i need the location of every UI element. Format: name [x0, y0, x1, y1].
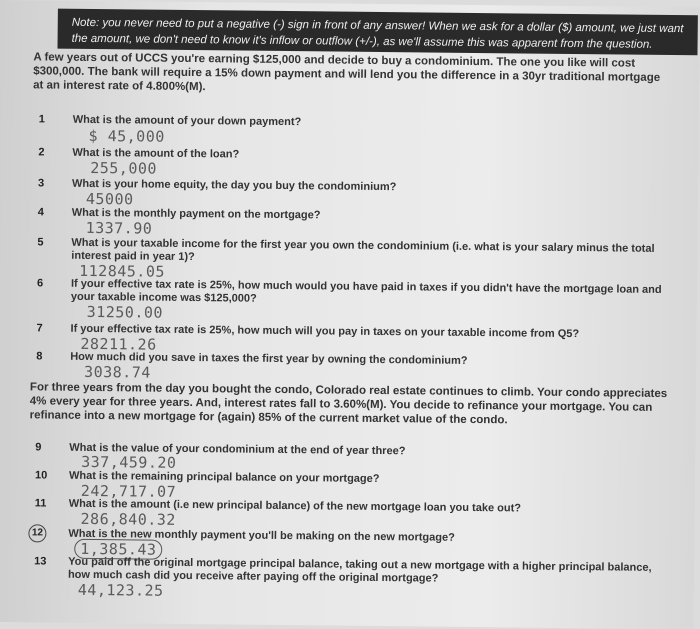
- question-number: 6: [36, 277, 44, 290]
- question-8: [36, 350, 676, 367]
- answer-11: 286,840.32: [80, 509, 176, 529]
- question-number: 10: [34, 469, 48, 482]
- question-number: 5: [37, 236, 44, 249]
- question-number: 3: [38, 177, 45, 190]
- question-text: What is the amount of your down payment?: [72, 113, 302, 129]
- question-4: [37, 206, 678, 222]
- question-text: What is your taxable income for the first year you own the condominium (i.e. what is your salary minus the total interest paid in year 1)?: [71, 236, 655, 264]
- question-text: What is the value of your condominium at the end of year three?: [69, 441, 406, 458]
- question-5: [37, 236, 678, 264]
- question-6: [36, 277, 677, 305]
- question-number: 1: [38, 113, 45, 126]
- answer-3: 45000: [85, 189, 134, 209]
- question-number: 9: [35, 441, 42, 454]
- question-text: If your effective tax rate is 25%, how much will you pay in taxes on your taxable income from Q5?: [70, 322, 580, 341]
- question-text: What is your home equity, the day you buy the condominium?: [72, 177, 397, 194]
- answer-5: 112845.05: [79, 261, 166, 281]
- answer-13: 44,123.25: [77, 580, 164, 600]
- question-text: What is the remaining principal balance on your mortgage?: [68, 469, 380, 486]
- answer-6: 31250.00: [86, 302, 164, 322]
- note-box: Note: you never need to put a negative (-) sign in front of any answer! When we ask for a dollar ($) amount, we just want the amount, we don't need to know it's inflow or outflow (+/-), as we'll assume this was apparent from the question.: [57, 9, 697, 56]
- question-3: [38, 177, 678, 194]
- scenario-paragraph: For three years from the day you bought the condo, Colorado real estate continues to climb. Your condo appreciates 4% every year for three years. And, interest rates fall to 3.60%(M). You decide to refinance your mortgage. You can refinance into a new mortgage for (again) 85% of the current market value of the condo.: [29, 381, 668, 427]
- question-number: 13: [34, 555, 47, 568]
- question-text: You paid off the original mortgage principal balance, taking out a new mortgage with a higher principal balance, how much cash did you receive after paying off the original mortgage?: [67, 555, 652, 585]
- question-text: If your effective tax rate is 25%, how much would you have paid in taxes if you didn't have the mortgage loan and your taxable income was $125,000?: [70, 277, 662, 305]
- answer-circled: 1,385.43: [74, 539, 162, 560]
- answer-10: 242,717.07: [80, 481, 177, 501]
- question-text: What is the new monthly payment you'll be making on the new mortgage?: [68, 527, 455, 544]
- question-text: How much did you save in taxes the first year by owning the condominium?: [70, 350, 468, 367]
- question-text: What is the amount (i.e new principal balance) of the new mortgage loan you take out?: [68, 497, 522, 515]
- question-1: [38, 113, 679, 129]
- answer-7: 28211.26: [80, 334, 157, 354]
- question-number: 7: [36, 322, 43, 335]
- question-number-circled: 12: [28, 524, 46, 542]
- question-number: 11: [34, 497, 47, 510]
- question-9: [35, 441, 675, 458]
- question-number: 8: [36, 350, 43, 363]
- question-number: 4: [37, 206, 44, 219]
- answer-8: 3038.74: [84, 362, 151, 382]
- answer-4: 1337.90: [85, 218, 153, 238]
- question-11: [34, 497, 675, 515]
- question-12: [31, 527, 674, 544]
- question-7: [36, 322, 677, 341]
- question-text: What is the monthly payment on the mortgage?: [71, 206, 321, 222]
- answer-1: $ 45,000: [88, 126, 165, 146]
- question-13: [34, 555, 674, 585]
- intro-paragraph: A few years out of UCCS you're earning $125,000 and decide to buy a condominium. The one you like will cost $300,000. The bank will require a 15% down payment and will lend you the difference in a 30yr traditional mortgage at an interest rate of 4.800%(M).: [33, 51, 661, 94]
- answer-9: 337,459.20: [81, 452, 177, 472]
- question-number: 2: [38, 146, 45, 159]
- question-10: [34, 469, 675, 486]
- question-2: [38, 146, 678, 161]
- answer-2: 255,000: [90, 158, 158, 178]
- question-text: What is the amount of the loan?: [72, 146, 240, 161]
